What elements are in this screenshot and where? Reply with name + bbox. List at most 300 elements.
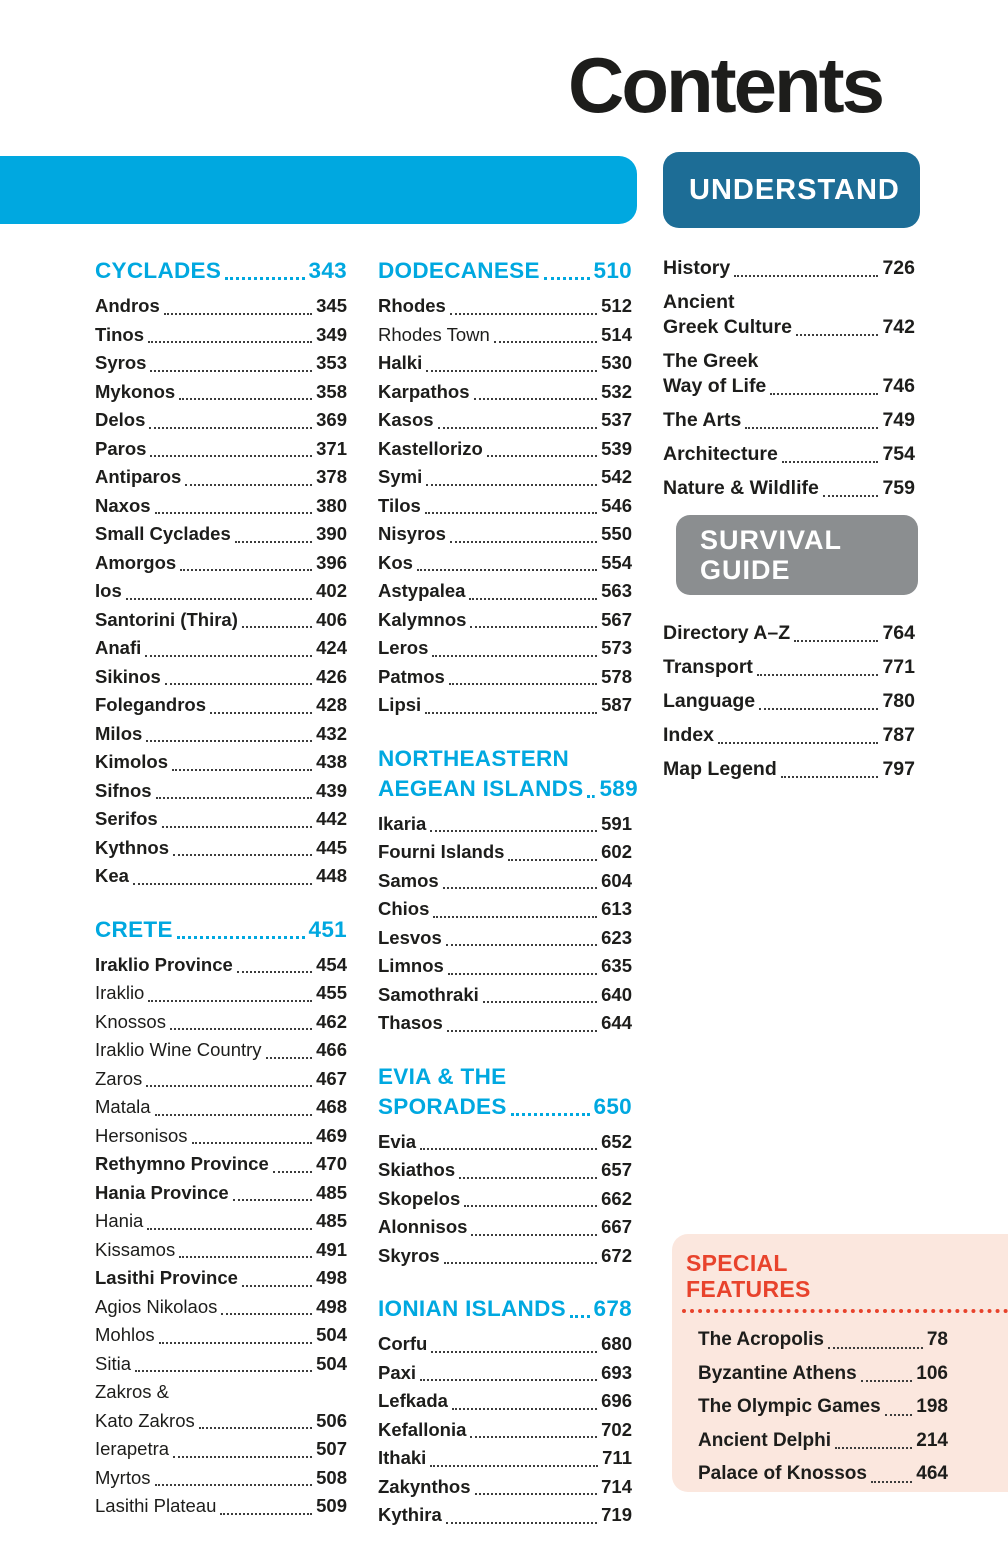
entry-label: Leros	[378, 637, 429, 658]
entry-label: Kasos	[378, 409, 434, 430]
entry-label: Hersonisos	[95, 1124, 188, 1146]
entry-label: Sifnos	[95, 779, 152, 801]
entry-label: Halki	[378, 352, 423, 373]
dot-leader-icon	[155, 512, 313, 514]
toc-entry	[378, 1387, 632, 1416]
entry-page: 371	[316, 437, 347, 459]
entry-label: Chios	[378, 898, 430, 919]
entry-page: 764	[882, 622, 915, 644]
entry-label: Thasos	[378, 1012, 443, 1033]
entry-label: Andros	[95, 295, 160, 316]
toc-row	[378, 435, 632, 464]
entry-label: Way of Life	[663, 375, 767, 397]
dot-leader-icon	[147, 1228, 312, 1230]
entry-label: Serifos	[95, 808, 158, 829]
toc-row	[378, 1242, 632, 1271]
dot-leader-icon	[587, 795, 595, 798]
toc-entry	[95, 862, 347, 891]
special-features-title	[686, 1250, 1008, 1302]
entry-page: 343	[308, 258, 347, 283]
dot-leader-icon	[135, 1370, 312, 1372]
entry-page: 402	[316, 580, 347, 601]
entry-page: 742	[882, 316, 915, 338]
entry-label: Mohlos	[95, 1324, 155, 1345]
dot-leader-icon	[146, 740, 312, 742]
dot-leader-icon	[464, 1205, 597, 1207]
toc-row	[378, 406, 632, 435]
entry-page: 454	[316, 953, 347, 975]
toc-column-middle	[378, 256, 638, 1552]
toc-row	[663, 621, 915, 646]
toc-row	[95, 634, 347, 663]
toc-entry	[95, 748, 347, 777]
toc-entry	[663, 256, 915, 281]
toc-row	[95, 1321, 347, 1350]
entry-page: 554	[601, 551, 632, 573]
entry-label: Palace of Knossos	[698, 1463, 867, 1484]
toc-entry	[378, 577, 632, 606]
dot-leader-icon	[179, 1256, 312, 1258]
toc-entry	[663, 290, 915, 340]
toc-entry	[378, 1359, 632, 1388]
entry-label: Amorgos	[95, 551, 177, 573]
entry-page: 406	[316, 608, 347, 630]
toc-entry	[378, 492, 632, 521]
dot-leader-icon	[177, 936, 305, 939]
entry-page: 506	[316, 1409, 347, 1431]
toc-entry	[95, 663, 347, 692]
toc-entry	[663, 476, 915, 501]
dot-leader-icon	[781, 776, 879, 778]
entry-page: 680	[601, 1333, 632, 1354]
toc-entry	[378, 378, 632, 407]
entry-page: 644	[601, 1012, 632, 1033]
toc-entry	[95, 406, 347, 435]
toc-entry	[663, 655, 915, 680]
entry-label: Nature & Wildlife	[663, 477, 819, 499]
toc-row	[663, 442, 915, 467]
entry-label: Ancient	[663, 291, 735, 313]
toc-row	[663, 315, 915, 340]
entry-label: Rethymno Province	[95, 1153, 269, 1174]
toc-row	[378, 1156, 632, 1185]
entry-page: 426	[316, 665, 347, 687]
entry-page: 432	[316, 722, 347, 744]
section-heading	[95, 256, 347, 286]
entry-label: Zakros &	[95, 1381, 170, 1402]
toc-row	[95, 321, 347, 350]
understand-entries	[663, 256, 915, 501]
entry-page: 672	[601, 1244, 632, 1266]
entry-page: 623	[601, 926, 632, 948]
entry-label: Ithaki	[378, 1447, 427, 1468]
dot-leader-icon	[199, 1427, 312, 1429]
toc-section	[95, 915, 347, 1521]
toc-row	[698, 1390, 948, 1424]
entry-label: Directory A–Z	[663, 622, 791, 644]
toc-section	[95, 256, 347, 891]
dot-leader-icon	[759, 708, 878, 710]
dot-leader-icon	[757, 674, 879, 676]
dot-leader-icon	[871, 1481, 912, 1483]
toc-entry	[95, 1321, 347, 1350]
toc-row	[95, 777, 347, 806]
toc-row	[95, 1122, 347, 1151]
entry-page: 345	[316, 295, 347, 316]
toc-row	[95, 406, 347, 435]
entry-page: 771	[882, 656, 915, 678]
entry-page: 349	[316, 323, 347, 345]
dot-leader-icon	[796, 334, 878, 336]
entry-label: Karpathos	[378, 380, 470, 402]
toc-row	[378, 1387, 632, 1416]
understand-label: UNDERSTAND	[689, 173, 900, 206]
toc-entry	[378, 321, 632, 350]
toc-row	[378, 492, 632, 521]
dot-leader-icon	[426, 370, 597, 372]
entry-label: Knossos	[95, 1010, 166, 1032]
dot-leader-icon	[179, 398, 312, 400]
dot-leader-icon	[430, 1465, 598, 1467]
toc-entry	[663, 621, 915, 646]
entry-label: Agios Nikolaos	[95, 1295, 218, 1317]
entry-label: Ierapetra	[95, 1438, 170, 1459]
dot-leader-icon	[235, 541, 312, 543]
entry-page: 678	[593, 1296, 632, 1321]
toc-row	[95, 1293, 347, 1322]
entry-label: Lefkada	[378, 1390, 448, 1411]
dot-leader-icon	[471, 1234, 597, 1236]
dot-leader-icon	[511, 1113, 590, 1116]
dot-leader-icon	[150, 455, 312, 457]
entry-page: 214	[916, 1429, 948, 1451]
toc-row	[378, 606, 632, 635]
dot-leader-icon	[172, 769, 312, 771]
toc-section	[378, 1294, 632, 1530]
entry-label: Rhodes Town	[378, 323, 490, 345]
dot-leader-icon	[487, 455, 597, 457]
toc-row	[378, 1128, 632, 1157]
dot-leader-icon	[450, 313, 597, 315]
entry-label: Symi	[378, 466, 423, 487]
entry-page: 532	[601, 380, 632, 402]
dot-leader-icon	[432, 655, 597, 657]
entry-page: 587	[601, 694, 632, 715]
entry-page: 530	[601, 352, 632, 373]
toc-row	[378, 1416, 632, 1445]
entry-label: Syros	[95, 352, 147, 373]
entry-label: Tinos	[95, 323, 144, 345]
entry-page: 466	[316, 1039, 347, 1060]
header-accent-bar	[0, 156, 637, 224]
entry-label: The Greek	[663, 350, 759, 372]
toc-row	[378, 634, 632, 663]
dot-leader-icon	[242, 626, 312, 628]
entry-label: Antiparos	[95, 466, 182, 487]
toc-row	[663, 723, 915, 748]
entry-label: Milos	[95, 722, 143, 744]
toc-row	[95, 1407, 347, 1436]
dot-leader-icon	[430, 830, 597, 832]
toc-entry	[95, 1378, 347, 1435]
special-title-line2: FEATURES	[686, 1276, 811, 1302]
entry-page: 591	[601, 812, 632, 834]
toc-entry	[95, 378, 347, 407]
dot-leader-icon	[438, 427, 598, 429]
toc-row	[378, 256, 632, 286]
toc-column-left	[95, 256, 347, 1545]
toc-row	[95, 951, 347, 980]
entry-page: 498	[316, 1267, 347, 1288]
entry-label: Paros	[95, 437, 147, 459]
entry-label: Paxi	[378, 1361, 417, 1383]
entry-page: 510	[593, 258, 632, 283]
toc-row	[378, 463, 632, 492]
entry-page: 797	[882, 758, 915, 780]
entry-label: Kastellorizo	[378, 437, 483, 459]
toc-section	[378, 256, 632, 720]
toc-section	[378, 1062, 632, 1271]
dot-leader-icon	[745, 427, 878, 429]
toc-row	[95, 1093, 347, 1122]
toc-entry	[378, 292, 632, 321]
toc-entry	[698, 1390, 948, 1424]
section-heading	[378, 1294, 632, 1324]
entry-page: 759	[882, 477, 915, 499]
toc-row	[378, 549, 632, 578]
entry-page: 468	[316, 1096, 347, 1117]
entry-page: 604	[601, 869, 632, 891]
toc-row	[378, 1294, 632, 1324]
entry-label: Skiathos	[378, 1159, 456, 1180]
toc-entry	[95, 1150, 347, 1179]
survival-label-line1: SURVIVAL	[700, 525, 843, 555]
entry-page: 504	[316, 1352, 347, 1374]
entry-page: 106	[916, 1362, 948, 1384]
toc-row	[95, 691, 347, 720]
entry-page: 448	[316, 865, 347, 886]
toc-entry	[378, 981, 632, 1010]
toc-entry	[378, 1242, 632, 1271]
entry-label: Language	[663, 690, 756, 712]
entry-page: 546	[601, 494, 632, 516]
entry-label: IONIAN ISLANDS	[378, 1296, 566, 1321]
entry-page: 573	[601, 637, 632, 658]
toc-row	[663, 374, 915, 399]
entry-page: 445	[316, 836, 347, 858]
entry-label: Sitia	[95, 1352, 131, 1374]
dot-leader-icon	[718, 742, 879, 744]
toc-entry	[378, 1213, 632, 1242]
entry-page: 507	[316, 1438, 347, 1459]
toc-row	[378, 691, 632, 720]
dot-leader-icon	[225, 277, 304, 280]
survival-guide-section-header	[676, 515, 918, 595]
dot-leader-icon	[164, 313, 312, 315]
toc-entry	[95, 349, 347, 378]
entry-label: Fourni Islands	[378, 841, 505, 862]
entry-label: The Olympic Games	[698, 1396, 881, 1417]
dot-leader-icon	[237, 971, 312, 973]
toc-entry	[378, 1416, 632, 1445]
dot-leader-icon	[165, 683, 312, 685]
toc-row	[95, 1464, 347, 1493]
entry-page: 726	[882, 257, 915, 279]
entry-label: Zakynthos	[378, 1475, 471, 1497]
dot-leader-icon	[220, 1513, 312, 1515]
dot-leader-icon	[470, 1436, 597, 1438]
toc-entry	[378, 634, 632, 663]
toc-entry	[378, 606, 632, 635]
entry-label: Delos	[95, 409, 146, 430]
toc-row	[378, 1473, 632, 1502]
section-title: EVIA & THE	[378, 1063, 507, 1089]
entry-page: 455	[316, 982, 347, 1003]
toc-entry	[95, 834, 347, 863]
toc-entry	[378, 435, 632, 464]
toc-row	[95, 577, 347, 606]
entry-page: 464	[916, 1463, 948, 1484]
entry-page: 567	[601, 608, 632, 630]
dot-leader-icon	[133, 883, 312, 885]
toc-row	[95, 549, 347, 578]
entry-page: 749	[882, 409, 915, 431]
toc-row	[95, 256, 347, 286]
toc-entry	[95, 720, 347, 749]
toc-entry	[95, 1036, 347, 1065]
entry-label: Lasithi Plateau	[95, 1495, 217, 1516]
dot-leader-icon	[145, 655, 312, 657]
entry-label: Kalymnos	[378, 608, 467, 630]
entry-label: Evia	[378, 1130, 417, 1152]
toc-entry	[378, 1156, 632, 1185]
entry-label: Iraklio Wine Country	[95, 1039, 262, 1060]
entry-page: 719	[601, 1504, 632, 1525]
dot-leader-icon	[126, 598, 312, 600]
entry-label: Folegandros	[95, 694, 207, 715]
dot-leader-icon	[192, 1142, 313, 1144]
entry-page: 508	[316, 1466, 347, 1488]
toc-row	[663, 256, 915, 281]
toc-entry	[95, 634, 347, 663]
dot-leader-icon	[446, 1522, 597, 1524]
entry-label: Kea	[95, 865, 129, 886]
dot-leader-icon	[544, 277, 590, 280]
dot-leader-icon	[148, 341, 312, 343]
dot-leader-icon	[266, 1057, 313, 1059]
toc-row	[95, 1207, 347, 1236]
dot-leader-icon	[474, 398, 598, 400]
toc-entry	[95, 1122, 347, 1151]
toc-row	[663, 757, 915, 782]
toc-entry	[378, 520, 632, 549]
toc-row	[378, 577, 632, 606]
dot-leader-icon	[420, 1379, 597, 1381]
dot-leader-icon	[242, 1285, 312, 1287]
entry-label: Mykonos	[95, 380, 176, 402]
toc-entry	[95, 1435, 347, 1464]
entry-page: 442	[316, 808, 347, 829]
dot-leader-icon	[425, 512, 597, 514]
entry-page: 542	[601, 466, 632, 487]
toc-row	[698, 1424, 948, 1458]
entry-page: 787	[882, 724, 915, 746]
entry-page: 467	[316, 1067, 347, 1089]
entry-page: 514	[601, 323, 632, 345]
toc-row	[95, 378, 347, 407]
dot-leader-icon	[443, 887, 597, 889]
toc-entry	[378, 663, 632, 692]
entry-label: Lipsi	[378, 694, 422, 715]
entry-label: Kimolos	[95, 751, 168, 772]
entry-page: 485	[316, 1181, 347, 1203]
toc-entry	[378, 691, 632, 720]
dot-leader-icon	[273, 1171, 312, 1173]
entry-page: 509	[316, 1495, 347, 1516]
dot-leader-icon	[446, 944, 597, 946]
entry-label: Rhodes	[378, 295, 446, 316]
toc-entry	[378, 1009, 632, 1038]
toc-row	[698, 1323, 948, 1357]
toc-entry	[663, 408, 915, 433]
entry-page: 469	[316, 1124, 347, 1146]
toc-entry	[95, 1492, 347, 1521]
entry-page: 462	[316, 1010, 347, 1032]
toc-row	[378, 378, 632, 407]
survival-label-line2: GUIDE	[700, 555, 791, 585]
toc-entry	[663, 757, 915, 782]
entry-label: Patmos	[378, 665, 445, 687]
entry-page: 693	[601, 1361, 632, 1383]
entry-label: Kos	[378, 551, 413, 573]
entry-label: Kato Zakros	[95, 1409, 195, 1431]
entry-page: 652	[601, 1130, 632, 1152]
special-title-line1: SPECIAL	[686, 1250, 788, 1276]
entry-page: 650	[593, 1093, 632, 1119]
toc-row	[95, 1236, 347, 1265]
toc-row	[95, 1065, 347, 1094]
dot-leader-icon	[450, 541, 597, 543]
toc-row	[95, 748, 347, 777]
toc-row	[378, 1501, 632, 1530]
section-title: NORTHEASTERN	[378, 745, 570, 771]
toc-entry	[95, 1264, 347, 1293]
entry-page: 589	[599, 775, 638, 801]
toc-section	[378, 744, 638, 1038]
toc-entry	[378, 463, 632, 492]
toc-row	[95, 720, 347, 749]
entry-label: Limnos	[378, 955, 444, 976]
dot-leader-icon	[508, 859, 597, 861]
dot-leader-icon	[433, 916, 597, 918]
entry-page: 451	[308, 916, 347, 942]
toc-entry	[698, 1424, 948, 1458]
dot-leader-icon	[149, 427, 312, 429]
toc-entry	[95, 606, 347, 635]
toc-row	[95, 1492, 347, 1521]
dot-leader-icon	[173, 854, 312, 856]
dot-leader-icon	[233, 1199, 312, 1201]
special-features-box	[672, 1234, 1008, 1492]
entry-page: 438	[316, 751, 347, 772]
toc-row	[95, 520, 347, 549]
dot-leader-icon	[794, 640, 878, 642]
entry-page: 78	[926, 1329, 948, 1350]
section-heading	[378, 256, 632, 286]
toc-row	[378, 981, 632, 1010]
toc-entry	[95, 1207, 347, 1236]
entry-page: 635	[601, 955, 632, 976]
